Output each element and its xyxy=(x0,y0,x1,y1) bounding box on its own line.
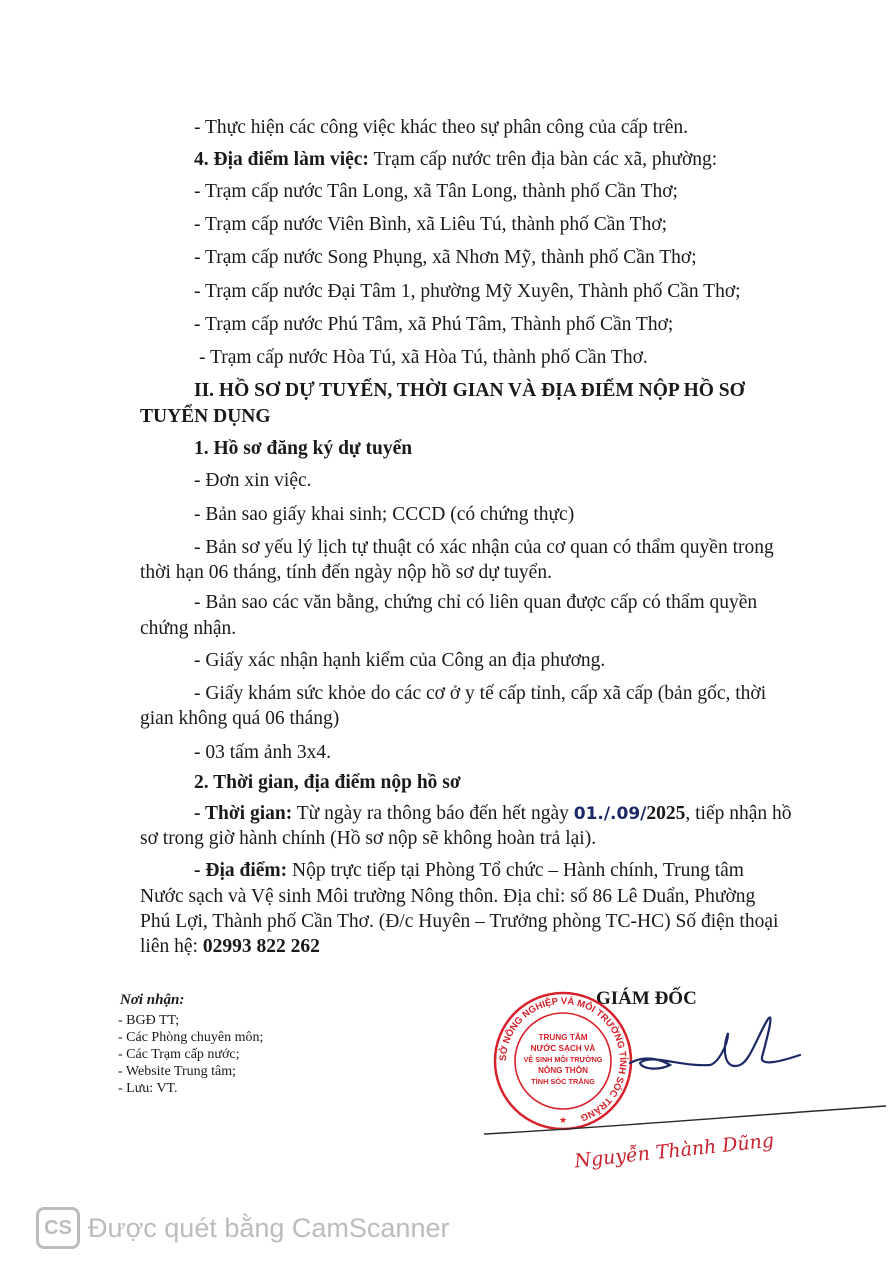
station-item: - Trạm cấp nước Hòa Tú, xã Hòa Tú, thành phố Cần Thơ. xyxy=(199,347,648,368)
station-item: - Trạm cấp nước Phú Tâm, xã Phú Tâm, Thành phố Cần Thơ; xyxy=(194,314,674,335)
doc-item: - Giấy khám sức khỏe do các cơ ở y tế cấp tỉnh, cấp xã cấp (bản gốc, thời xyxy=(194,683,767,704)
doc-item: - Giấy xác nhận hạnh kiểm của Công an địa phương. xyxy=(194,650,606,671)
contact-label: liên hệ: xyxy=(140,936,203,957)
location-paragraph xyxy=(194,147,717,173)
doc-item-cont: chứng nhận. xyxy=(140,618,237,639)
svg-text:★: ★ xyxy=(558,1115,568,1125)
station-item: - Trạm cấp nước Đại Tâm 1, phường Mỹ Xuyên, Thành phố Cần Thơ; xyxy=(194,281,741,302)
subheading-submission: 2. Thời gian, địa điểm nộp hồ sơ xyxy=(194,772,461,793)
location-heading: 4. Địa điểm làm việc: xyxy=(194,149,369,170)
time-text: Từ ngày ra thông báo đến hết ngày xyxy=(292,803,574,824)
place-paragraph xyxy=(194,858,744,884)
place-line-4 xyxy=(140,934,320,960)
handwritten-date: 01./.09/ xyxy=(573,804,647,824)
recipient-item: - Các Phòng chuyên môn; xyxy=(118,1030,264,1045)
recipient-item: - Các Trạm cấp nước; xyxy=(118,1047,240,1062)
director-title: GIÁM ĐỐC xyxy=(596,988,697,1009)
subheading-dossier: 1. Hồ sơ đăng ký dự tuyển xyxy=(194,438,413,459)
station-item: - Trạm cấp nước Song Phụng, xã Nhơn Mỹ, thành phố Cần Thơ; xyxy=(194,247,697,268)
camscanner-watermark: Được quét bằng CamScanner xyxy=(88,1213,450,1243)
stamp-line: VỆ SINH MÔI TRƯỜNG xyxy=(523,1055,603,1064)
recipient-item: - BGĐ TT; xyxy=(118,1013,180,1028)
recipient-item: - Website Trung tâm; xyxy=(118,1064,237,1079)
work-line: - Thực hiện các công việc khác theo sự phân công của cấp trên. xyxy=(194,117,688,138)
section-title-cont: TUYỂN DỤNG xyxy=(140,406,271,427)
time-paragraph xyxy=(194,801,792,827)
signature-underline xyxy=(480,1102,890,1138)
location-intro: Trạm cấp nước trên địa bàn các xã, phường: xyxy=(368,149,718,170)
station-item: - Trạm cấp nước Viên Bình, xã Liêu Tú, thành phố Cần Thơ; xyxy=(194,214,668,235)
stamp-line: TRUNG TÂM xyxy=(538,1033,588,1042)
section-title: II. HỒ SƠ DỰ TUYỂN, THỜI GIAN VÀ ĐỊA ĐIỂM NỘP HỒ SƠ xyxy=(194,380,745,401)
doc-item: - Bản sao giấy khai sinh; CCCD (có chứng thực) xyxy=(194,504,575,525)
recipient-item: - Lưu: VT. xyxy=(118,1081,178,1096)
recipients-label: Nơi nhận: xyxy=(120,992,185,1008)
place-label: - Địa điểm: xyxy=(194,860,288,881)
stamp-line: TỈNH SÓC TRĂNG xyxy=(531,1077,595,1086)
time-label: - Thời gian: xyxy=(194,803,293,824)
place-line-2: Nước sạch và Vệ sinh Môi trường Nông thôn. Địa chỉ: số 86 Lê Duẩn, Phường xyxy=(140,886,756,907)
director-name: Nguyễn Thành Dũng xyxy=(573,1129,775,1173)
doc-item-cont: thời hạn 06 tháng, tính đến ngày nộp hồ sơ dự tuyển. xyxy=(140,562,552,583)
doc-item: - Bản sơ yếu lý lịch tự thuật có xác nhận của cơ quan có thẩm quyền trong xyxy=(194,537,774,558)
place-line-3: Phú Lợi, Thành phố Cần Thơ. (Đ/c Huyên – Trưởng phòng TC-HC) Số điện thoại xyxy=(140,911,779,932)
time-text-2: , tiếp nhận hồ xyxy=(685,803,792,824)
phone-number: 02993 822 262 xyxy=(202,936,320,957)
stamp-line: NƯỚC SẠCH VÀ xyxy=(530,1044,596,1053)
doc-item: - Đơn xin việc. xyxy=(194,470,312,491)
signature-scribble xyxy=(600,1005,810,1085)
stamp-ring-text: SỞ NÔNG NGHIỆP VÀ MÔI TRƯỜNG TỈNH SÓC TRĂNG xyxy=(497,995,629,1124)
doc-item-cont: gian không quá 06 tháng) xyxy=(140,708,340,729)
place-text: Nộp trực tiếp tại Phòng Tổ chức – Hành chính, Trung tâm xyxy=(287,860,744,881)
time-line-2: sơ trong giờ hành chính (Hồ sơ nộp sẽ không hoàn trả lại). xyxy=(140,828,597,849)
doc-item: - 03 tấm ảnh 3x4. xyxy=(194,742,332,763)
station-item: - Trạm cấp nước Tân Long, xã Tân Long, thành phố Cần Thơ; xyxy=(194,181,678,202)
camscanner-logo: CS xyxy=(36,1207,80,1249)
time-year: 2025 xyxy=(646,803,686,824)
doc-item: - Bản sao các văn bằng, chứng chỉ có liên quan được cấp có thẩm quyền xyxy=(194,592,758,613)
stamp-line: NÔNG THÔN xyxy=(537,1066,589,1075)
